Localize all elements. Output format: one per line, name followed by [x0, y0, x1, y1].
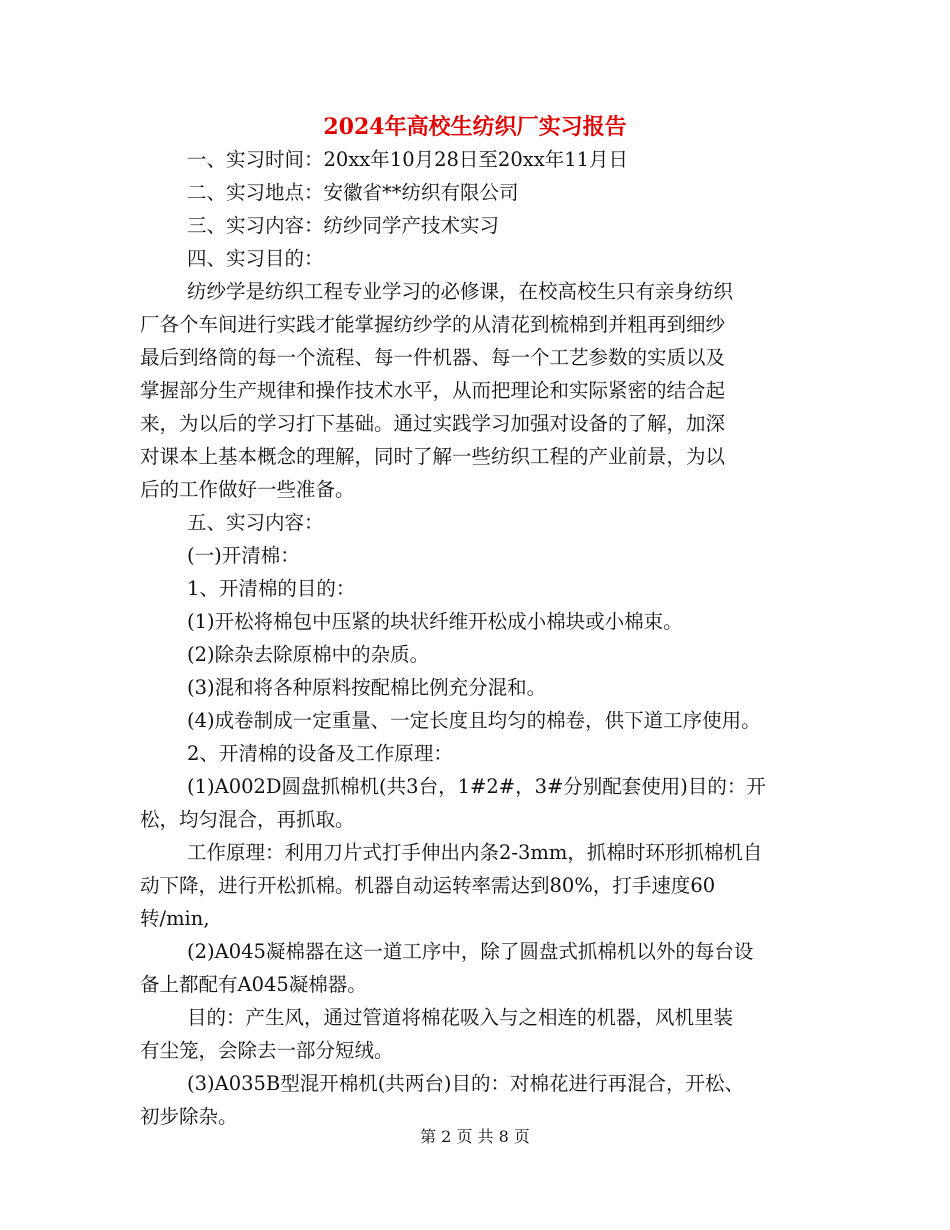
text-line: (2)A045凝棉器在这一道工序中，除了圆盘式抓棉机以外的每台设: [187, 940, 754, 963]
text-line: 松，均匀混合，再抓取。: [140, 808, 355, 831]
document-title: 2024年高校生纺织厂实习报告: [323, 114, 627, 140]
page-number: 第 2 页 共 8 页: [420, 1127, 530, 1146]
text-line: (一)开清棉：: [187, 544, 300, 567]
text-line: 备上都配有A045凝棉器。: [140, 973, 367, 996]
text-line: 五、实习内容：: [187, 511, 324, 534]
text-line: 三、实习内容：纺纱同学产技术实习: [187, 214, 500, 237]
text-line: (1)A002D圆盘抓棉机(共3台，1#2#，3#分别配套使用)目的：开: [187, 775, 766, 798]
text-line: (2)除杂去除原棉中的杂质。: [187, 643, 430, 666]
text-line: (3)混和将各种原料按配棉比例充分混和。: [187, 676, 547, 699]
text-line: 一、实习时间：20xx年10月28日至20xx年11月日: [187, 148, 629, 171]
text-line: (1)开松将棉包中压紧的块状纤维开松成小棉块或小棉束。: [187, 610, 683, 633]
text-line: 来，为以后的学习打下基础。通过实践学习加强对设备的了解，加深: [140, 412, 726, 435]
text-line: 工作原理：利用刀片式打手伸出内条2-3mm，抓棉时环形抓棉机自: [187, 841, 763, 864]
text-line: (3)A035B型混开棉机(共两台)目的：对棉花进行再混合，开松、: [187, 1072, 744, 1095]
text-line: 转/min,: [140, 907, 210, 930]
text-line: 厂各个车间进行实践才能掌握纺纱学的从清花到梳棉到并粗再到细纱: [140, 313, 726, 336]
text-line: 后的工作做好一些准备。: [140, 478, 355, 501]
text-line: 四、实习目的：: [187, 247, 324, 270]
text-line: 目的：产生风，通过管道将棉花吸入与之相连的机器，风机里装: [187, 1006, 734, 1029]
text-line: 有尘笼，会除去一部分短绒。: [140, 1039, 394, 1062]
text-line: 动下降，进行开松抓棉。机器自动运转率需达到80%，打手速度60: [140, 874, 716, 897]
text-line: 掌握部分生产规律和操作技术水平，从而把理论和实际紧密的结合起: [140, 379, 726, 402]
text-line: 初步除杂。: [140, 1105, 238, 1128]
text-line: 二、实习地点：安徽省**纺织有限公司: [187, 181, 519, 204]
text-line: 1、开清棉的目的：: [187, 577, 356, 600]
text-line: 对课本上基本概念的理解，同时了解一些纺织工程的产业前景，为以: [140, 445, 726, 468]
text-line: 最后到络筒的每一个流程、每一件机器、每一个工艺参数的实质以及: [140, 346, 726, 369]
text-line: 2、开清棉的设备及工作原理：: [187, 742, 453, 765]
text-line: 纺纱学是纺织工程专业学习的必修课，在校高校生只有亲身纺织: [187, 280, 734, 303]
text-line: (4)成卷制成一定重量、一定长度且均匀的棉卷，供下道工序使用。: [187, 709, 761, 732]
